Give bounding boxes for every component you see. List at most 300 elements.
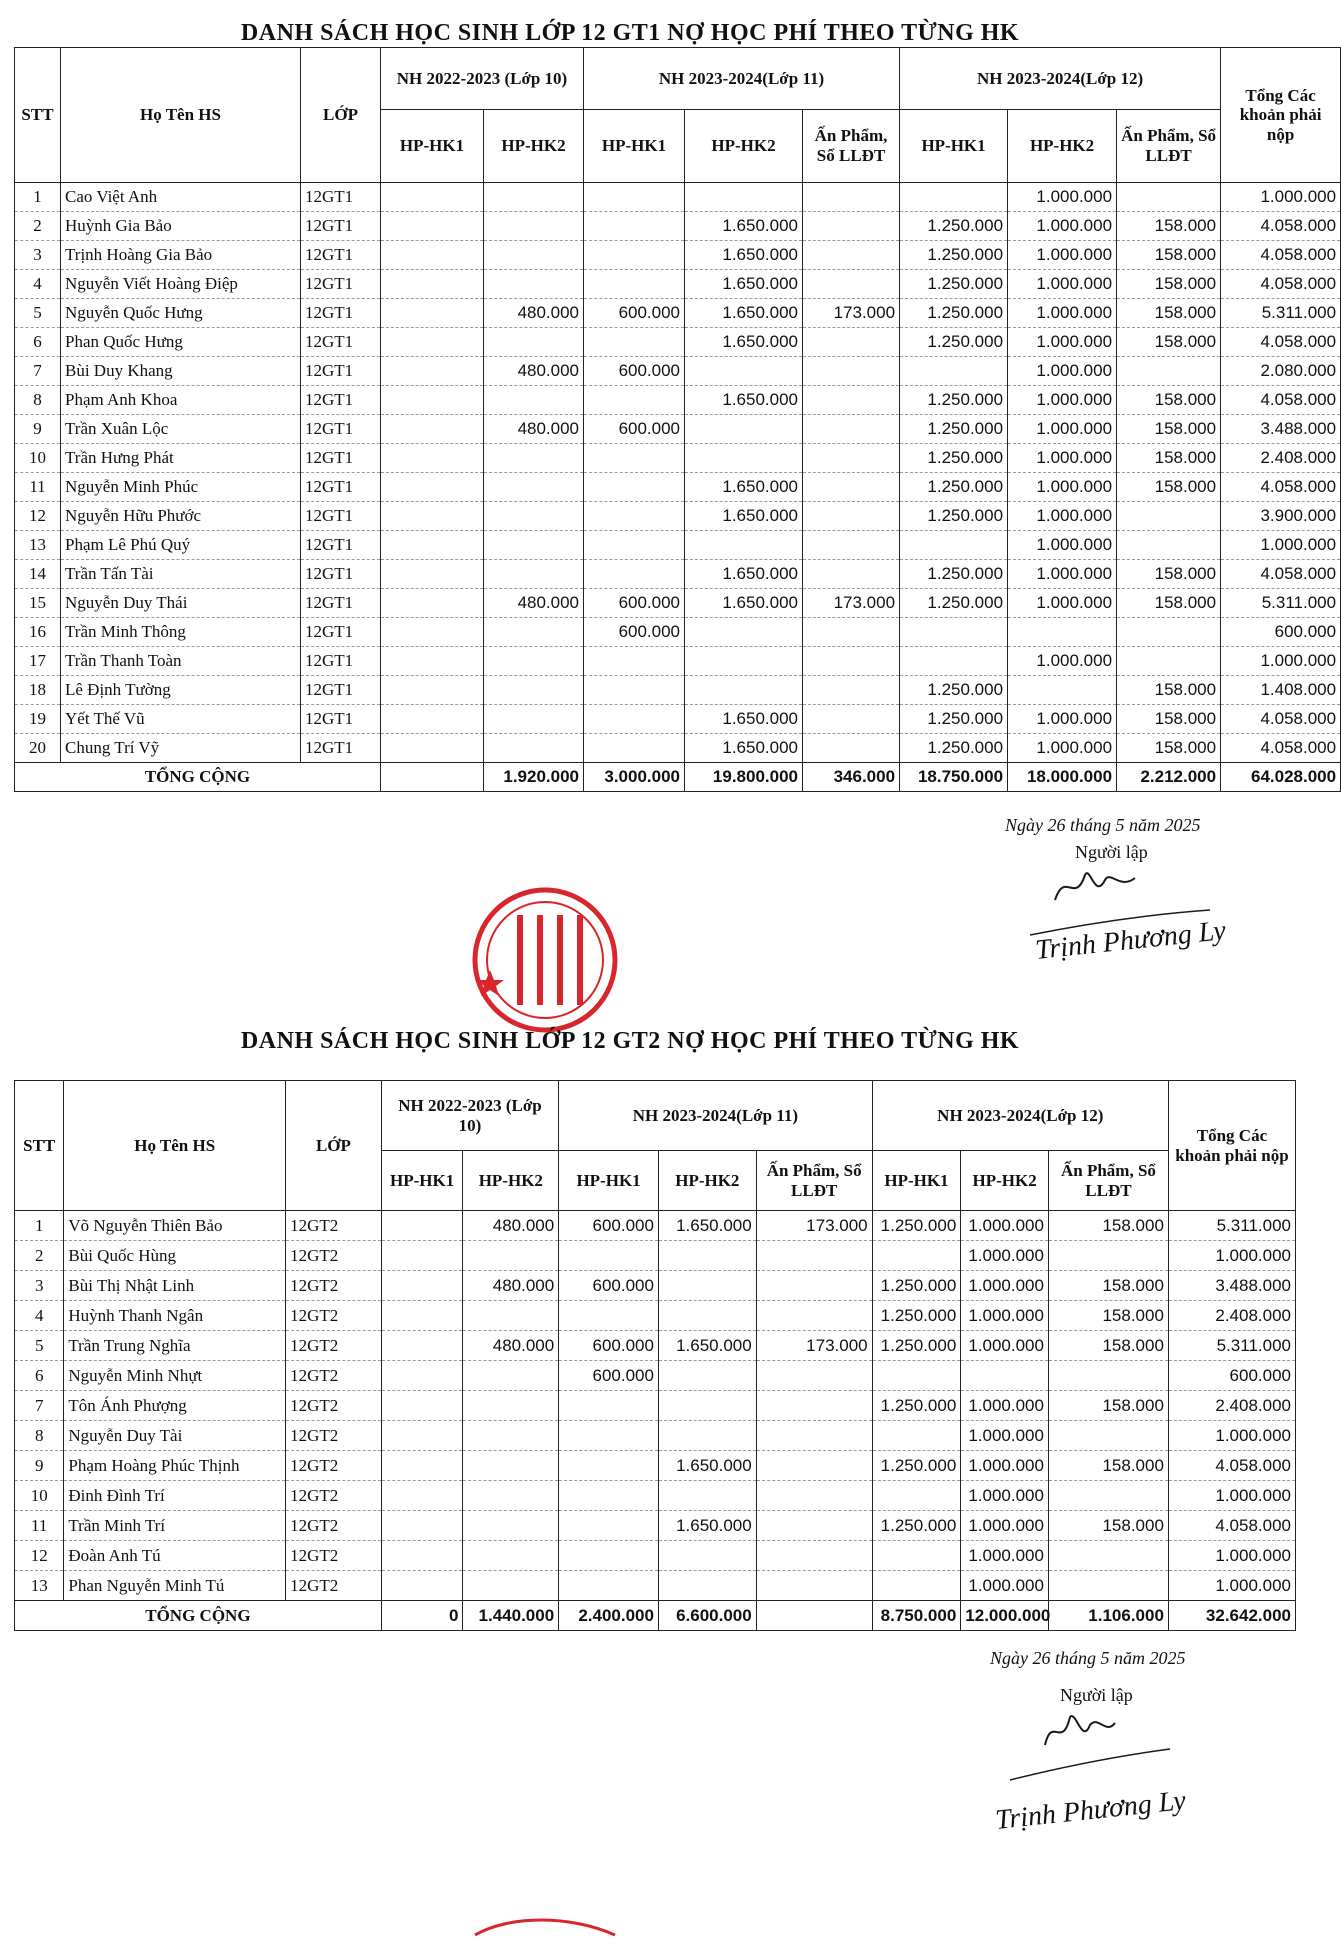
amount-cell: 4.058.000 <box>1221 270 1341 299</box>
table2-title: DANH SÁCH HỌC SINH LỚP 12 GT2 NỢ HỌC PHÍ THEO TỪNG HK <box>240 1028 1020 1054</box>
student-name: Nguyễn Quốc Hưng <box>61 299 301 328</box>
student-name: Đinh Đình Trí <box>64 1481 286 1511</box>
table-row <box>15 1271 1296 1301</box>
amount-cell: 4.058.000 <box>1168 1451 1295 1481</box>
table-row <box>15 502 1341 531</box>
amount-cell <box>463 1301 559 1331</box>
amount-cell: 1.000.000 <box>1221 647 1341 676</box>
amount-cell: 1.000.000 <box>1221 531 1341 560</box>
amount-cell <box>756 1421 872 1451</box>
total-cell: 1.106.000 <box>1048 1601 1168 1631</box>
class-cell: 12GT1 <box>301 241 381 270</box>
amount-cell: 158.000 <box>1117 676 1221 705</box>
amount-cell: 1.000.000 <box>1008 560 1117 589</box>
amount-cell <box>559 1511 659 1541</box>
amount-cell: 1.000.000 <box>1008 241 1117 270</box>
amount-cell <box>559 1541 659 1571</box>
amount-cell: 1.650.000 <box>685 473 803 502</box>
amount-cell: 600.000 <box>584 299 685 328</box>
hk1-header: HP-HK1 <box>381 110 484 183</box>
amount-cell: 2.408.000 <box>1221 444 1341 473</box>
total-label: TỔNG CỘNG <box>15 1601 382 1631</box>
amount-cell <box>872 1541 961 1571</box>
amount-cell: 1.650.000 <box>685 734 803 763</box>
amount-cell: 1.000.000 <box>961 1271 1049 1301</box>
table-row <box>15 270 1341 299</box>
amount-cell <box>381 1271 463 1301</box>
amount-cell <box>484 618 584 647</box>
table2-signer: Trịnh Phương Ly <box>993 1785 1188 1836</box>
amount-cell <box>658 1391 756 1421</box>
amount-cell: 1.250.000 <box>900 705 1008 734</box>
row-index: 20 <box>15 734 61 763</box>
amount-cell <box>803 734 900 763</box>
row-index: 5 <box>15 1331 64 1361</box>
amount-cell: 1.000.000 <box>961 1451 1049 1481</box>
amount-cell: 1.250.000 <box>900 328 1008 357</box>
amount-cell <box>900 357 1008 386</box>
total-cell: 18.750.000 <box>900 763 1008 792</box>
table-row <box>15 386 1341 415</box>
class-cell: 12GT1 <box>301 444 381 473</box>
amount-cell: 1.250.000 <box>872 1271 961 1301</box>
amount-cell <box>658 1361 756 1391</box>
amount-cell: 1.000.000 <box>1008 502 1117 531</box>
class-cell: 12GT2 <box>286 1361 382 1391</box>
amount-cell: 1.000.000 <box>1168 1241 1295 1271</box>
amount-cell <box>559 1301 659 1331</box>
amount-cell <box>381 328 484 357</box>
amount-cell: 1.000.000 <box>1168 1571 1295 1601</box>
amount-cell <box>463 1391 559 1421</box>
amount-cell: 158.000 <box>1117 415 1221 444</box>
amount-cell <box>559 1391 659 1421</box>
amount-cell: 158.000 <box>1117 734 1221 763</box>
amount-cell <box>484 560 584 589</box>
amount-cell: 1.000.000 <box>961 1421 1049 1451</box>
class-cell: 12GT1 <box>301 618 381 647</box>
signature-mark <box>1050 860 1140 910</box>
hk2-header: HP-HK2 <box>463 1151 559 1211</box>
amount-cell: 1.650.000 <box>685 386 803 415</box>
amount-cell <box>872 1421 961 1451</box>
class-cell: 12GT1 <box>301 386 381 415</box>
amount-cell: 1.250.000 <box>900 212 1008 241</box>
student-name: Phạm Hoàng Phúc Thịnh <box>64 1451 286 1481</box>
amount-cell <box>803 560 900 589</box>
amount-cell: 1.650.000 <box>685 328 803 357</box>
amount-cell: 1.650.000 <box>685 705 803 734</box>
total-cell: 3.000.000 <box>584 763 685 792</box>
row-index: 10 <box>15 1481 64 1511</box>
amount-cell <box>1117 647 1221 676</box>
amount-cell <box>961 1361 1049 1391</box>
amount-cell <box>484 444 584 473</box>
total-cell <box>381 763 484 792</box>
row-index: 5 <box>15 299 61 328</box>
amount-cell <box>900 618 1008 647</box>
amount-cell <box>484 502 584 531</box>
amount-cell: 1.650.000 <box>685 270 803 299</box>
total-cell: 32.642.000 <box>1168 1601 1295 1631</box>
amount-cell: 1.000.000 <box>1008 444 1117 473</box>
amount-cell: 1.000.000 <box>1008 386 1117 415</box>
amount-cell <box>584 647 685 676</box>
amount-cell <box>484 473 584 502</box>
amount-cell <box>381 589 484 618</box>
amount-cell <box>381 386 484 415</box>
table-row <box>15 415 1341 444</box>
hk2-header: HP-HK2 <box>1008 110 1117 183</box>
amount-cell <box>803 473 900 502</box>
amount-cell <box>381 357 484 386</box>
total-cell: 6.600.000 <box>658 1601 756 1631</box>
table-row <box>15 241 1341 270</box>
amount-cell: 600.000 <box>1221 618 1341 647</box>
amount-cell: 480.000 <box>484 299 584 328</box>
table2-maker: Người lập <box>1060 1685 1133 1705</box>
anpham-header: Ấn Phẩm, Sổ LLĐT <box>756 1151 872 1211</box>
class-cell: 12GT2 <box>286 1391 382 1421</box>
amount-cell <box>584 502 685 531</box>
amount-cell <box>559 1481 659 1511</box>
class-header: LỚP <box>301 48 381 183</box>
hk1-header: HP-HK1 <box>381 1151 463 1211</box>
amount-cell <box>658 1301 756 1331</box>
amount-cell <box>484 212 584 241</box>
amount-cell <box>381 1391 463 1421</box>
amount-cell: 1.000.000 <box>1168 1541 1295 1571</box>
student-name: Lê Định Tường <box>61 676 301 705</box>
class-header: LỚP <box>286 1081 382 1211</box>
amount-cell <box>803 415 900 444</box>
red-seal-edge <box>470 1910 620 1940</box>
student-name: Tôn Ánh Phượng <box>64 1391 286 1421</box>
amount-cell <box>484 386 584 415</box>
amount-cell: 480.000 <box>463 1271 559 1301</box>
amount-cell <box>658 1541 756 1571</box>
row-index: 11 <box>15 473 61 502</box>
student-name: Nguyễn Viết Hoàng Điệp <box>61 270 301 299</box>
amount-cell <box>381 1481 463 1511</box>
table2-date: Ngày 26 tháng 5 năm 2025 <box>990 1648 1186 1668</box>
class-cell: 12GT2 <box>286 1481 382 1511</box>
student-name: Trần Thanh Toàn <box>61 647 301 676</box>
amount-cell: 3.488.000 <box>1168 1271 1295 1301</box>
amount-cell <box>484 531 584 560</box>
amount-cell: 4.058.000 <box>1221 734 1341 763</box>
amount-cell <box>1117 502 1221 531</box>
amount-cell: 1.650.000 <box>685 502 803 531</box>
table1-title: DANH SÁCH HỌC SINH LỚP 12 GT1 NỢ HỌC PHÍ THEO TỪNG HK <box>240 20 1020 46</box>
student-name: Nguyễn Minh Nhựt <box>64 1361 286 1391</box>
table-row <box>15 1211 1296 1241</box>
class-cell: 12GT2 <box>286 1511 382 1541</box>
amount-cell: 1.250.000 <box>872 1331 961 1361</box>
amount-cell: 480.000 <box>463 1331 559 1361</box>
class-cell: 12GT1 <box>301 589 381 618</box>
amount-cell <box>685 415 803 444</box>
class-cell: 12GT2 <box>286 1571 382 1601</box>
amount-cell: 1.000.000 <box>961 1481 1049 1511</box>
amount-cell <box>559 1421 659 1451</box>
amount-cell <box>1008 618 1117 647</box>
total-cell: 2.212.000 <box>1117 763 1221 792</box>
row-index: 4 <box>15 1301 64 1331</box>
amount-cell: 158.000 <box>1117 560 1221 589</box>
class-cell: 12GT1 <box>301 328 381 357</box>
year-2023-grade12-header: NH 2023-2024(Lớp 12) <box>872 1081 1168 1151</box>
amount-cell: 1.250.000 <box>900 241 1008 270</box>
table-row <box>15 299 1341 328</box>
amount-cell: 1.000.000 <box>1008 212 1117 241</box>
amount-cell: 1.000.000 <box>961 1511 1049 1541</box>
table1-date: Ngày 26 tháng 5 năm 2025 <box>1005 815 1201 835</box>
total-cell: 8.750.000 <box>872 1601 961 1631</box>
amount-cell: 1.000.000 <box>1008 531 1117 560</box>
amount-cell <box>381 1511 463 1541</box>
row-index: 9 <box>15 1451 64 1481</box>
table-row <box>15 618 1341 647</box>
amount-cell: 158.000 <box>1117 473 1221 502</box>
student-name: Nguyễn Duy Tài <box>64 1421 286 1451</box>
amount-cell <box>756 1301 872 1331</box>
amount-cell <box>381 1361 463 1391</box>
table-row <box>15 676 1341 705</box>
student-name: Trần Minh Thông <box>61 618 301 647</box>
year-2022-header: NH 2022-2023 (Lớp 10) <box>381 1081 558 1151</box>
amount-cell: 1.250.000 <box>900 270 1008 299</box>
student-name: Cao Việt Anh <box>61 183 301 212</box>
total-cell: 2.400.000 <box>559 1601 659 1631</box>
name-header: Họ Tên HS <box>61 48 301 183</box>
amount-cell: 1.250.000 <box>900 473 1008 502</box>
amount-cell <box>1008 676 1117 705</box>
amount-cell: 158.000 <box>1048 1331 1168 1361</box>
amount-cell <box>584 270 685 299</box>
amount-cell: 480.000 <box>484 415 584 444</box>
student-name: Phạm Anh Khoa <box>61 386 301 415</box>
amount-cell <box>685 618 803 647</box>
row-index: 12 <box>15 1541 64 1571</box>
amount-cell: 2.080.000 <box>1221 357 1341 386</box>
row-index: 4 <box>15 270 61 299</box>
table1-signer: Trịnh Phương Ly <box>1033 915 1228 966</box>
amount-cell <box>803 618 900 647</box>
amount-cell <box>1048 1361 1168 1391</box>
amount-cell: 173.000 <box>803 589 900 618</box>
amount-cell <box>658 1271 756 1301</box>
class-cell: 12GT1 <box>301 212 381 241</box>
amount-cell: 1.000.000 <box>1168 1481 1295 1511</box>
amount-cell: 158.000 <box>1117 270 1221 299</box>
student-name: Trần Trung Nghĩa <box>64 1331 286 1361</box>
class-cell: 12GT1 <box>301 705 381 734</box>
row-index: 13 <box>15 531 61 560</box>
amount-cell <box>1117 618 1221 647</box>
amount-cell: 158.000 <box>1117 328 1221 357</box>
amount-cell <box>484 676 584 705</box>
row-index: 1 <box>15 1211 64 1241</box>
amount-cell: 1.650.000 <box>658 1511 756 1541</box>
amount-cell <box>872 1241 961 1271</box>
amount-cell <box>803 357 900 386</box>
table-row <box>15 212 1341 241</box>
amount-cell <box>900 183 1008 212</box>
amount-cell <box>584 241 685 270</box>
table-row <box>15 1301 1296 1331</box>
amount-cell: 158.000 <box>1117 212 1221 241</box>
class-cell: 12GT1 <box>301 415 381 444</box>
year-2023-grade12-header: NH 2023-2024(Lớp 12) <box>900 48 1221 110</box>
row-index: 6 <box>15 328 61 357</box>
amount-cell <box>1048 1481 1168 1511</box>
amount-cell <box>1048 1571 1168 1601</box>
amount-cell: 1.000.000 <box>961 1541 1049 1571</box>
row-index: 7 <box>15 1391 64 1421</box>
amount-cell: 600.000 <box>1168 1361 1295 1391</box>
amount-cell <box>381 647 484 676</box>
row-index: 8 <box>15 386 61 415</box>
amount-cell <box>381 241 484 270</box>
amount-cell: 1.000.000 <box>961 1571 1049 1601</box>
amount-cell <box>381 473 484 502</box>
amount-cell: 1.408.000 <box>1221 676 1341 705</box>
amount-cell <box>484 328 584 357</box>
table-row <box>15 531 1341 560</box>
amount-cell <box>900 531 1008 560</box>
student-name: Chung Trí Vỹ <box>61 734 301 763</box>
amount-cell: 1.650.000 <box>658 1331 756 1361</box>
amount-cell <box>381 618 484 647</box>
amount-cell <box>381 212 484 241</box>
amount-cell: 1.250.000 <box>900 415 1008 444</box>
amount-cell <box>803 705 900 734</box>
table-row <box>15 647 1341 676</box>
amount-cell <box>803 270 900 299</box>
amount-cell <box>584 444 685 473</box>
student-name: Nguyễn Hữu Phước <box>61 502 301 531</box>
table-row <box>15 1511 1296 1541</box>
class-cell: 12GT1 <box>301 299 381 328</box>
row-index: 8 <box>15 1421 64 1451</box>
amount-cell <box>803 531 900 560</box>
total-cell <box>756 1601 872 1631</box>
amount-cell: 1.650.000 <box>658 1211 756 1241</box>
row-index: 7 <box>15 357 61 386</box>
amount-cell: 480.000 <box>484 589 584 618</box>
table-row <box>15 560 1341 589</box>
amount-cell: 158.000 <box>1048 1301 1168 1331</box>
class-cell: 12GT2 <box>286 1541 382 1571</box>
amount-cell <box>463 1571 559 1601</box>
amount-cell: 1.250.000 <box>872 1391 961 1421</box>
table-row <box>15 1541 1296 1571</box>
amount-cell <box>685 183 803 212</box>
amount-cell: 1.000.000 <box>1008 705 1117 734</box>
amount-cell <box>803 444 900 473</box>
total-cell: 12.000.000 <box>961 1601 1049 1631</box>
hk1-header: HP-HK1 <box>900 110 1008 183</box>
amount-cell: 1.250.000 <box>900 299 1008 328</box>
amount-cell <box>658 1421 756 1451</box>
amount-cell <box>756 1481 872 1511</box>
amount-cell <box>381 560 484 589</box>
amount-cell <box>381 415 484 444</box>
student-name: Huỳnh Gia Bảo <box>61 212 301 241</box>
class-cell: 12GT2 <box>286 1271 382 1301</box>
amount-cell: 1.650.000 <box>685 589 803 618</box>
amount-cell: 1.250.000 <box>900 589 1008 618</box>
amount-cell <box>756 1271 872 1301</box>
amount-cell: 2.408.000 <box>1168 1301 1295 1331</box>
class-cell: 12GT2 <box>286 1241 382 1271</box>
amount-cell: 600.000 <box>584 415 685 444</box>
anpham-header: Ấn Phẩm, Sổ LLĐT <box>803 110 900 183</box>
amount-cell: 4.058.000 <box>1221 473 1341 502</box>
amount-cell: 600.000 <box>559 1331 659 1361</box>
amount-cell <box>872 1481 961 1511</box>
amount-cell: 173.000 <box>756 1211 872 1241</box>
amount-cell: 158.000 <box>1048 1391 1168 1421</box>
amount-cell <box>872 1361 961 1391</box>
amount-cell <box>381 183 484 212</box>
hk1-header: HP-HK1 <box>584 110 685 183</box>
amount-cell <box>756 1241 872 1271</box>
amount-cell <box>381 1241 463 1271</box>
amount-cell <box>756 1571 872 1601</box>
amount-cell <box>756 1361 872 1391</box>
amount-cell <box>803 241 900 270</box>
total-cell: 64.028.000 <box>1221 763 1341 792</box>
amount-cell <box>1117 531 1221 560</box>
total-cell: 1.440.000 <box>463 1601 559 1631</box>
red-seal <box>450 875 620 1015</box>
table1 <box>14 47 1341 792</box>
class-cell: 12GT1 <box>301 473 381 502</box>
amount-cell <box>463 1481 559 1511</box>
amount-cell: 1.250.000 <box>900 560 1008 589</box>
amount-cell: 1.250.000 <box>872 1301 961 1331</box>
amount-cell: 1.000.000 <box>1168 1421 1295 1451</box>
amount-cell: 3.900.000 <box>1221 502 1341 531</box>
amount-cell <box>685 647 803 676</box>
amount-cell <box>463 1241 559 1271</box>
amount-cell: 1.000.000 <box>1221 183 1341 212</box>
amount-cell: 1.650.000 <box>685 299 803 328</box>
hk2-header: HP-HK2 <box>685 110 803 183</box>
amount-cell: 1.250.000 <box>872 1451 961 1481</box>
amount-cell <box>484 705 584 734</box>
total-cell: 18.000.000 <box>1008 763 1117 792</box>
hk2-header: HP-HK2 <box>484 110 584 183</box>
table-row <box>15 1361 1296 1391</box>
amount-cell: 1.000.000 <box>1008 473 1117 502</box>
amount-cell <box>463 1511 559 1541</box>
amount-cell: 4.058.000 <box>1168 1511 1295 1541</box>
signature-flourish <box>1000 1745 1180 1785</box>
class-cell: 12GT1 <box>301 357 381 386</box>
amount-cell: 1.250.000 <box>900 676 1008 705</box>
amount-cell <box>658 1241 756 1271</box>
student-name: Phạm Lê Phú Quý <box>61 531 301 560</box>
amount-cell <box>584 212 685 241</box>
amount-cell <box>381 705 484 734</box>
amount-cell: 4.058.000 <box>1221 705 1341 734</box>
amount-cell <box>756 1511 872 1541</box>
row-index: 1 <box>15 183 61 212</box>
amount-cell: 1.000.000 <box>961 1391 1049 1421</box>
